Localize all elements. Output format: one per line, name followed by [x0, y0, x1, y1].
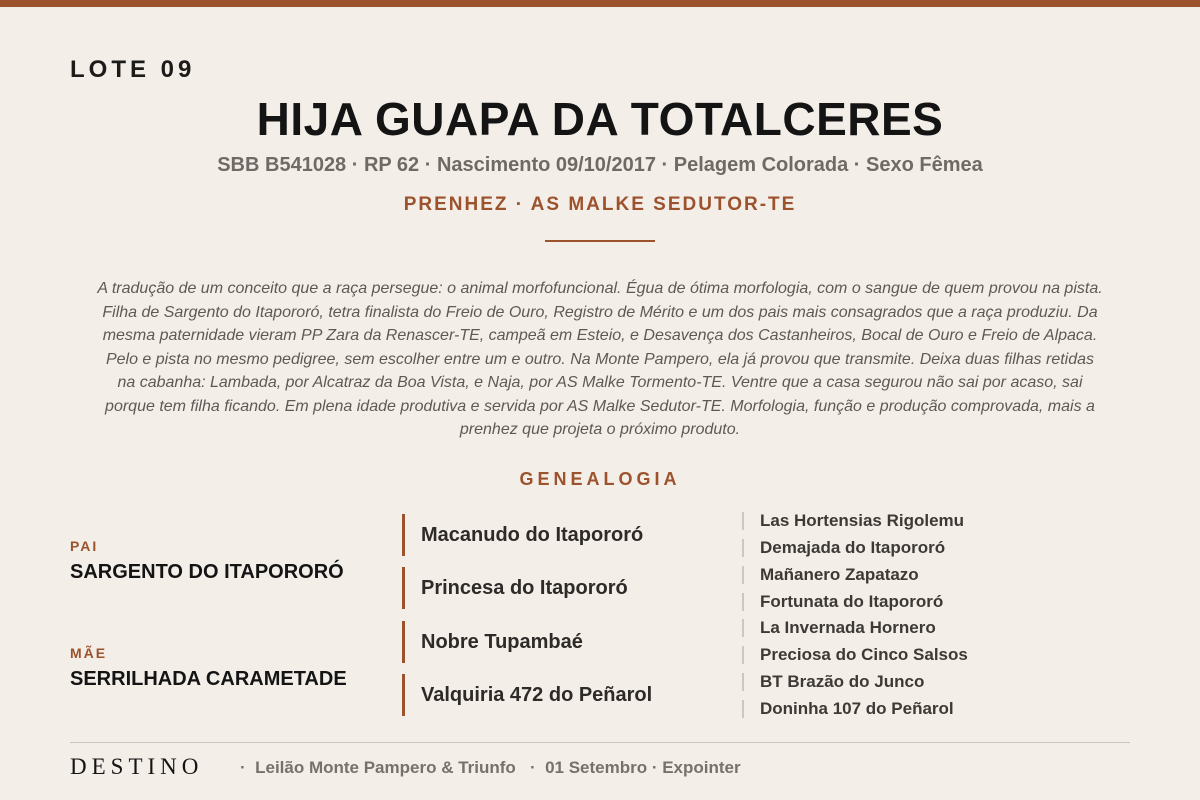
top-accent-bar — [0, 0, 1200, 7]
auction-info: · Leilão Monte Pampero & Triunfo · 01 Setembro · Expointer — [240, 758, 741, 777]
registration-details: SBB B541028 · RP 62 · Nascimento 09/10/2017 · Pelagem Colorada · Sexo Fêmea — [217, 154, 983, 176]
pregnancy-info: PRENHEZ · AS MALKE SEDUTOR-TE — [403, 194, 797, 215]
grandparent-item: Nobre Tupambaé — [402, 621, 722, 663]
great-grandparent-item: Doninha 107 do Peñarol — [742, 700, 1042, 718]
footer-divider — [70, 742, 1130, 743]
great-grandparent-item: Fortunata do Itapororó — [742, 593, 1042, 611]
great-grandparent-item: La Invernada Hornero — [742, 619, 1042, 637]
brand-logo: DESTINO — [70, 754, 204, 779]
dam-label: MÃE — [70, 645, 108, 661]
genealogy-title: GENEALOGIA — [519, 469, 681, 489]
great-grandparent-item: Las Hortensias Rigolemu — [742, 512, 1042, 530]
sire-label: PAI — [70, 538, 99, 554]
grandparent-item: Princesa do Itapororó — [402, 567, 722, 609]
description: A tradução de um conceito que a raça persegue: o animal morfofuncional. Égua de ótima morfologia, com o sangue de quem provou na pista. Filha de Sargento do Itapororó, tetra finalista do Freio de Ouro, Registro de Mérito e um dos pais mais consagrados que a raça produziu. Da mesma paternidade vieram PP Zara da Renascer-TE, campeã em Esteio, e Desavença dos Castanheiros, Bocal de Ouro e Freio de Alpaca. Pelo e pista no mesmo pedigree, sem escolher entre um e outro. Na Monte Pampero, ela já provou que transmite. Deixa duas filhas retidas na cabanha: Lambada, por Alcatraz da Boa Vista, e Naja, por AS Malke Tormento-TE. Ventre que a casa segurou não sai por acaso, sai porque tem filha ficando. Em plena idade produtiva e servida por AS Malke Sedutor-TE. Morfologia, função e produção comprovada, mais a prenhez que projeta o próximo produto. — [97, 280, 1103, 438]
great-grandparent-item: Mañanero Zapatazo — [742, 566, 1042, 584]
grandparent-item: Macanudo do Itapororó — [402, 514, 722, 556]
lot-number: LOTE 09 — [70, 56, 196, 83]
dam-name: SERRILHADA CARAMETADE — [70, 668, 347, 690]
grandparent-item: Valquiria 472 do Peñarol — [402, 674, 722, 716]
title-divider — [545, 240, 655, 242]
great-grandparent-item: BT Brazão do Junco — [742, 673, 1042, 691]
great-grandparent-item: Preciosa do Cinco Salsos — [742, 646, 1042, 664]
great-grandparent-item: Demajada do Itapororó — [742, 539, 1042, 557]
horse-name: HIJA GUAPA DA TOTALCERES — [256, 93, 944, 145]
sire-name: SARGENTO DO ITAPORORÓ — [70, 561, 344, 583]
